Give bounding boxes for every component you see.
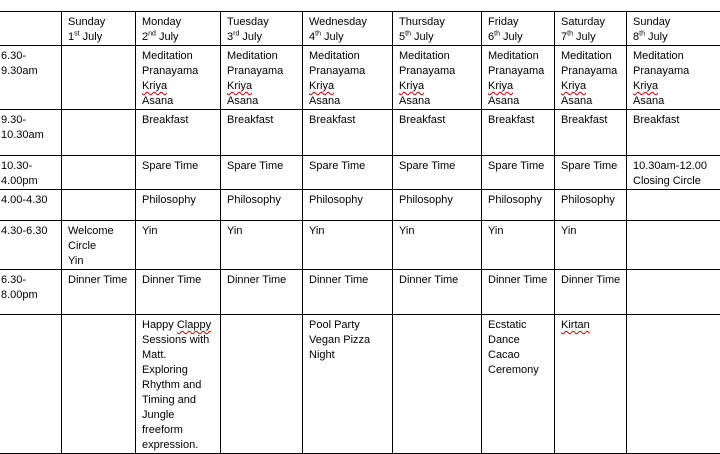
activity-cell bbox=[627, 110, 720, 156]
activity-line: Yin bbox=[68, 254, 129, 269]
day-date bbox=[561, 30, 620, 45]
activity-line: Dinner Time bbox=[488, 273, 548, 288]
day-date bbox=[633, 30, 718, 45]
activity-line: Spare Time bbox=[227, 159, 296, 174]
activity-cell bbox=[62, 156, 136, 190]
day-header bbox=[221, 12, 303, 46]
activity-line: Asana bbox=[227, 94, 296, 109]
day-name: Friday bbox=[488, 15, 548, 30]
time-label: 6.30- bbox=[1, 49, 55, 64]
activity-cell bbox=[62, 110, 136, 156]
activity-cell bbox=[136, 270, 221, 315]
date-number: 1 bbox=[68, 31, 74, 43]
activity-cell bbox=[627, 190, 720, 221]
activity-line: Pool Party bbox=[309, 318, 386, 333]
schedule-row bbox=[0, 270, 720, 315]
date-suffix: st bbox=[74, 30, 79, 37]
date-month: July bbox=[576, 31, 596, 43]
activity-line: Breakfast bbox=[309, 113, 386, 128]
activity-cell bbox=[62, 315, 136, 454]
day-name: Sunday bbox=[68, 15, 129, 30]
time-cell bbox=[0, 156, 62, 190]
activity-line: Ecstatic bbox=[488, 318, 548, 333]
activity-cell bbox=[482, 315, 555, 454]
activity-cell bbox=[221, 190, 303, 221]
activity-cell bbox=[393, 110, 482, 156]
date-suffix: rd bbox=[233, 30, 239, 37]
activity-line: Pranayama bbox=[142, 64, 214, 79]
activity-line: Dinner Time bbox=[227, 273, 296, 288]
time-label: 6.30- bbox=[1, 273, 55, 288]
activity-cell bbox=[62, 46, 136, 110]
activity-cell bbox=[221, 270, 303, 315]
time-label: 9.30am bbox=[1, 64, 55, 79]
date-month: July bbox=[83, 31, 103, 43]
activity-line: Meditation bbox=[633, 49, 718, 64]
activity-cell bbox=[555, 270, 627, 315]
activity-cell bbox=[136, 315, 221, 454]
activity-line: Breakfast bbox=[399, 113, 475, 128]
time-label: 4.00pm bbox=[1, 174, 55, 189]
activity-line: Pranayama bbox=[309, 64, 386, 79]
header-row bbox=[0, 12, 720, 46]
activity-cell bbox=[303, 156, 393, 190]
activity-line: Pranayama bbox=[633, 64, 718, 79]
activity-line: 10.30am-12.00 bbox=[633, 159, 718, 174]
activity-line: expression. bbox=[142, 438, 214, 453]
date-number: 5 bbox=[399, 31, 405, 43]
date-suffix: th bbox=[405, 30, 411, 37]
activity-line: Welcome bbox=[68, 224, 129, 239]
activity-line: Meditation bbox=[227, 49, 296, 64]
day-header bbox=[136, 12, 221, 46]
time-label: 10.30am bbox=[1, 128, 55, 143]
activity-line: Dance bbox=[488, 333, 548, 348]
date-number: 4 bbox=[309, 31, 315, 43]
day-name: Monday bbox=[142, 15, 214, 30]
day-name: Tuesday bbox=[227, 15, 296, 30]
activity-cell bbox=[555, 315, 627, 454]
date-month: July bbox=[503, 31, 523, 43]
activity-cell bbox=[482, 221, 555, 270]
activity-cell bbox=[221, 156, 303, 190]
day-header bbox=[393, 12, 482, 46]
date-suffix: th bbox=[494, 30, 500, 37]
day-header bbox=[62, 12, 136, 46]
time-cell bbox=[0, 190, 62, 221]
time-cell bbox=[0, 315, 62, 454]
activity-line: Spare Time bbox=[399, 159, 475, 174]
activity-line: Spare Time bbox=[309, 159, 386, 174]
activity-line: Meditation bbox=[142, 49, 214, 64]
activity-line: Dinner Time bbox=[142, 273, 214, 288]
activity-line: Breakfast bbox=[633, 113, 718, 128]
date-suffix: th bbox=[639, 30, 645, 37]
schedule-body bbox=[0, 12, 720, 454]
activity-line: Dinner Time bbox=[68, 273, 129, 288]
activity-cell bbox=[393, 156, 482, 190]
activity-line: Night bbox=[309, 348, 386, 363]
activity-line: Breakfast bbox=[488, 113, 548, 128]
activity-cell bbox=[482, 270, 555, 315]
activity-cell bbox=[136, 190, 221, 221]
activity-cell bbox=[136, 110, 221, 156]
activity-line: Yin bbox=[227, 224, 296, 239]
date-month: July bbox=[648, 31, 668, 43]
activity-line: Kriya bbox=[227, 79, 296, 94]
activity-line: Kriya bbox=[488, 79, 548, 94]
date-number: 3 bbox=[227, 31, 233, 43]
activity-line: Kriya bbox=[633, 79, 718, 94]
time-cell bbox=[0, 270, 62, 315]
activity-line: Asana bbox=[488, 94, 548, 109]
activity-cell bbox=[62, 221, 136, 270]
schedule-row bbox=[0, 156, 720, 190]
activity-cell bbox=[627, 46, 720, 110]
day-name: Saturday bbox=[561, 15, 620, 30]
activity-cell bbox=[393, 190, 482, 221]
day-name: Thursday bbox=[399, 15, 475, 30]
activity-cell bbox=[303, 46, 393, 110]
activity-cell bbox=[303, 190, 393, 221]
activity-line: Meditation bbox=[561, 49, 620, 64]
activity-line: Dinner Time bbox=[399, 273, 475, 288]
activity-line: Philosophy bbox=[227, 193, 296, 208]
day-name: Sunday bbox=[633, 15, 718, 30]
schedule-table bbox=[0, 11, 720, 454]
activity-cell bbox=[627, 270, 720, 315]
activity-line: Asana bbox=[561, 94, 620, 109]
activity-line: Exploring bbox=[142, 363, 214, 378]
activity-line: Circle bbox=[68, 239, 129, 254]
activity-cell bbox=[62, 270, 136, 315]
activity-line: freeform bbox=[142, 423, 214, 438]
day-date bbox=[68, 30, 129, 45]
activity-line: Asana bbox=[633, 94, 718, 109]
activity-cell bbox=[482, 156, 555, 190]
date-number: 7 bbox=[561, 31, 567, 43]
activity-line: Yin bbox=[399, 224, 475, 239]
time-cell bbox=[0, 221, 62, 270]
activity-line: Philosophy bbox=[142, 193, 214, 208]
activity-line: Breakfast bbox=[142, 113, 214, 128]
date-number: 2 bbox=[142, 31, 148, 43]
activity-line: Pranayama bbox=[399, 64, 475, 79]
activity-cell bbox=[303, 315, 393, 454]
activity-cell bbox=[136, 46, 221, 110]
schedule-row bbox=[0, 110, 720, 156]
activity-line: Yin bbox=[309, 224, 386, 239]
activity-line: Spare Time bbox=[488, 159, 548, 174]
activity-line: Pranayama bbox=[227, 64, 296, 79]
activity-cell bbox=[627, 315, 720, 454]
date-number: 8 bbox=[633, 31, 639, 43]
day-header bbox=[627, 12, 720, 46]
activity-cell bbox=[482, 110, 555, 156]
day-date bbox=[142, 30, 214, 45]
activity-line: Asana bbox=[309, 94, 386, 109]
schedule-row bbox=[0, 46, 720, 110]
activity-cell bbox=[62, 190, 136, 221]
time-cell bbox=[0, 46, 62, 110]
day-header bbox=[555, 12, 627, 46]
day-date bbox=[227, 30, 296, 45]
activity-cell bbox=[221, 46, 303, 110]
schedule-row bbox=[0, 315, 720, 454]
day-date bbox=[309, 30, 386, 45]
activity-line: Cacao bbox=[488, 348, 548, 363]
activity-cell bbox=[136, 156, 221, 190]
date-month: July bbox=[159, 31, 179, 43]
activity-line: Breakfast bbox=[227, 113, 296, 128]
day-header bbox=[303, 12, 393, 46]
activity-cell bbox=[555, 46, 627, 110]
activity-line: Yin bbox=[142, 224, 214, 239]
activity-cell bbox=[393, 221, 482, 270]
day-date bbox=[399, 30, 475, 45]
activity-line: Meditation bbox=[309, 49, 386, 64]
schedule-row bbox=[0, 221, 720, 270]
activity-line: Pranayama bbox=[561, 64, 620, 79]
activity-line: Spare Time bbox=[142, 159, 214, 174]
activity-cell bbox=[482, 190, 555, 221]
activity-line: Spare Time bbox=[561, 159, 620, 174]
time-label: 4.30-6.30 bbox=[1, 224, 55, 239]
activity-cell bbox=[303, 110, 393, 156]
date-suffix: th bbox=[315, 30, 321, 37]
activity-cell bbox=[221, 221, 303, 270]
activity-line: Pranayama bbox=[488, 64, 548, 79]
activity-cell bbox=[303, 270, 393, 315]
activity-cell bbox=[303, 221, 393, 270]
time-label: 10.30- bbox=[1, 159, 55, 174]
activity-line: Kriya bbox=[309, 79, 386, 94]
activity-line: Meditation bbox=[399, 49, 475, 64]
activity-line: Ceremony bbox=[488, 363, 548, 378]
activity-cell bbox=[627, 156, 720, 190]
activity-line: Yin bbox=[488, 224, 548, 239]
activity-line: Kriya bbox=[561, 79, 620, 94]
activity-cell bbox=[221, 110, 303, 156]
schedule-row bbox=[0, 190, 720, 221]
activity-line: Kriya bbox=[399, 79, 475, 94]
date-month: July bbox=[414, 31, 434, 43]
activity-cell bbox=[393, 46, 482, 110]
time-label: 4.00-4.30 bbox=[1, 193, 55, 208]
date-suffix: nd bbox=[148, 30, 156, 37]
date-suffix: th bbox=[567, 30, 573, 37]
activity-line: Timing and bbox=[142, 393, 214, 408]
activity-line: Meditation bbox=[488, 49, 548, 64]
date-number: 6 bbox=[488, 31, 494, 43]
activity-line: Kirtan bbox=[561, 318, 620, 333]
time-cell bbox=[0, 110, 62, 156]
activity-line: Matt. bbox=[142, 348, 214, 363]
activity-line: Philosophy bbox=[309, 193, 386, 208]
activity-line: Asana bbox=[142, 94, 214, 109]
time-label: 9.30- bbox=[1, 113, 55, 128]
activity-line: Asana bbox=[399, 94, 475, 109]
activity-cell bbox=[482, 46, 555, 110]
date-month: July bbox=[324, 31, 344, 43]
activity-line: Sessions with bbox=[142, 333, 214, 348]
day-name: Wednesday bbox=[309, 15, 386, 30]
activity-line: Philosophy bbox=[488, 193, 548, 208]
activity-cell bbox=[555, 190, 627, 221]
activity-line: Rhythm and bbox=[142, 378, 214, 393]
time-label: 8.00pm bbox=[1, 288, 55, 303]
activity-line: Philosophy bbox=[399, 193, 475, 208]
header-corner bbox=[0, 12, 62, 46]
activity-line: Vegan Pizza bbox=[309, 333, 386, 348]
activity-line: Kriya bbox=[142, 79, 214, 94]
day-date bbox=[488, 30, 548, 45]
activity-cell bbox=[393, 270, 482, 315]
activity-line: Closing Circle bbox=[633, 174, 718, 189]
activity-cell bbox=[555, 221, 627, 270]
activity-line: Yin bbox=[561, 224, 620, 239]
activity-cell bbox=[555, 110, 627, 156]
activity-cell bbox=[393, 315, 482, 454]
activity-cell bbox=[555, 156, 627, 190]
activity-cell bbox=[627, 221, 720, 270]
date-month: July bbox=[242, 31, 262, 43]
activity-cell bbox=[221, 315, 303, 454]
activity-line: Jungle bbox=[142, 408, 214, 423]
day-header bbox=[482, 12, 555, 46]
activity-line: Philosophy bbox=[561, 193, 620, 208]
activity-cell bbox=[136, 221, 221, 270]
activity-line: Happy Clappy bbox=[142, 318, 214, 333]
activity-line: Breakfast bbox=[561, 113, 620, 128]
activity-line: Dinner Time bbox=[309, 273, 386, 288]
activity-line: Dinner Time bbox=[561, 273, 620, 288]
